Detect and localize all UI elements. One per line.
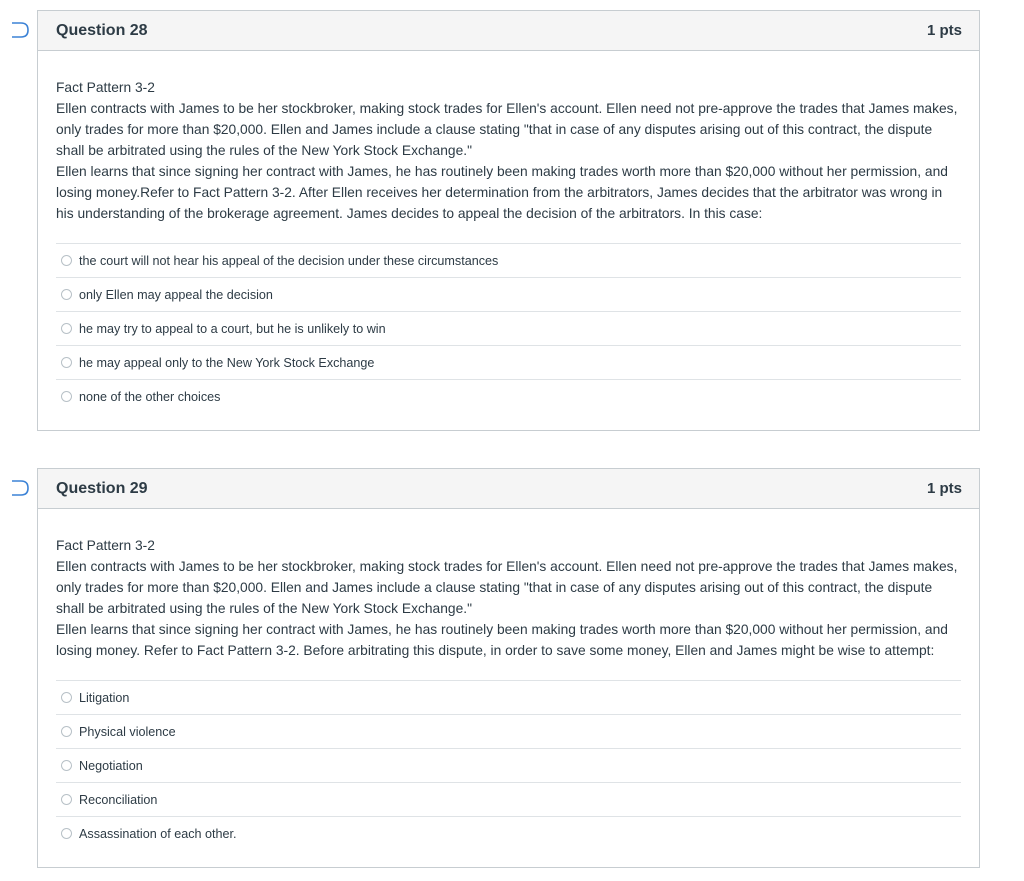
answer-option[interactable]	[56, 782, 961, 816]
answer-label: the court will not hear his appeal of the decision under these circumstances	[79, 253, 499, 268]
question-points: 1 pts	[926, 22, 962, 39]
answer-label: Physical violence	[79, 724, 176, 739]
radio-circle-icon[interactable]	[61, 760, 72, 771]
answer-option[interactable]	[56, 680, 961, 714]
radio-circle-icon[interactable]	[61, 289, 72, 300]
question-paragraph: Ellen learns that since signing her contract with James, he has routinely been making trades worth more than $20,000 without her permission, and losing money.Refer to Fact Pattern 3-2. After Ellen receives her determination from the arbitrators, James decides that the arbitrator was wrong in his understanding of the brokerage agreement. James decides to appeal the decision of the arbitrators. In this case:	[56, 164, 948, 221]
bookmark-flag-icon[interactable]	[10, 480, 30, 496]
answer-option[interactable]	[56, 714, 961, 748]
question-paragraph: Ellen contracts with James to be her stockbroker, making stock trades for Ellen's account. Ellen need not pre-approve the trades that James makes, only trades for more than $20,000. Ellen and James include a clause stating "that in case of any disputes arising out of this contract, the dispute shall be arbitrated using the rules of the New York Stock Exchange."	[56, 559, 958, 616]
answer-option[interactable]	[56, 311, 961, 345]
question-header	[38, 11, 979, 51]
radio-circle-icon[interactable]	[61, 255, 72, 266]
radio-circle-icon[interactable]	[61, 794, 72, 805]
question-text	[56, 535, 961, 661]
radio-circle-icon[interactable]	[61, 391, 72, 402]
question-card	[37, 468, 980, 868]
answer-option[interactable]	[56, 748, 961, 782]
radio-circle-icon[interactable]	[61, 692, 72, 703]
answer-list	[56, 680, 961, 850]
answer-label: none of the other choices	[79, 389, 221, 404]
answer-label: he may appeal only to the New York Stock Exchange	[79, 355, 375, 370]
question-body	[38, 51, 979, 413]
answer-label: Reconciliation	[79, 792, 158, 807]
question-text	[56, 77, 961, 224]
question-body	[38, 509, 979, 850]
answer-label: Litigation	[79, 690, 130, 705]
radio-circle-icon[interactable]	[61, 828, 72, 839]
radio-circle-icon[interactable]	[61, 323, 72, 334]
answer-label: Negotiation	[79, 758, 143, 773]
answer-option[interactable]	[56, 816, 961, 850]
answer-label: only Ellen may appeal the decision	[79, 287, 273, 302]
question-points: 1 pts	[926, 480, 962, 497]
radio-circle-icon[interactable]	[61, 726, 72, 737]
question-title: Question 29	[56, 479, 148, 497]
answer-label: he may try to appeal to a court, but he is unlikely to win	[79, 321, 386, 336]
answer-option[interactable]	[56, 277, 961, 311]
question-paragraph: Ellen learns that since signing her contract with James, he has routinely been making trades worth more than $20,000 without her permission, and losing money. Refer to Fact Pattern 3-2. Before arbitrating this dispute, in order to save some money, Ellen and James might be wise to attempt:	[56, 622, 948, 658]
answer-list	[56, 243, 961, 413]
question-paragraph: Fact Pattern 3-2	[56, 80, 155, 95]
question-header	[38, 469, 979, 509]
question-title: Question 28	[56, 21, 148, 39]
question-paragraph: Fact Pattern 3-2	[56, 538, 155, 553]
radio-circle-icon[interactable]	[61, 357, 72, 368]
answer-option[interactable]	[56, 243, 961, 277]
question-paragraph: Ellen contracts with James to be her stockbroker, making stock trades for Ellen's account. Ellen need not pre-approve the trades that James makes, only trades for more than $20,000. Ellen and James include a clause stating "that in case of any disputes arising out of this contract, the dispute shall be arbitrated using the rules of the New York Stock Exchange."	[56, 101, 958, 158]
answer-label: Assassination of each other.	[79, 826, 237, 841]
answer-option[interactable]	[56, 379, 961, 413]
question-card	[37, 10, 980, 431]
answer-option[interactable]	[56, 345, 961, 379]
bookmark-flag-icon[interactable]	[10, 22, 30, 38]
